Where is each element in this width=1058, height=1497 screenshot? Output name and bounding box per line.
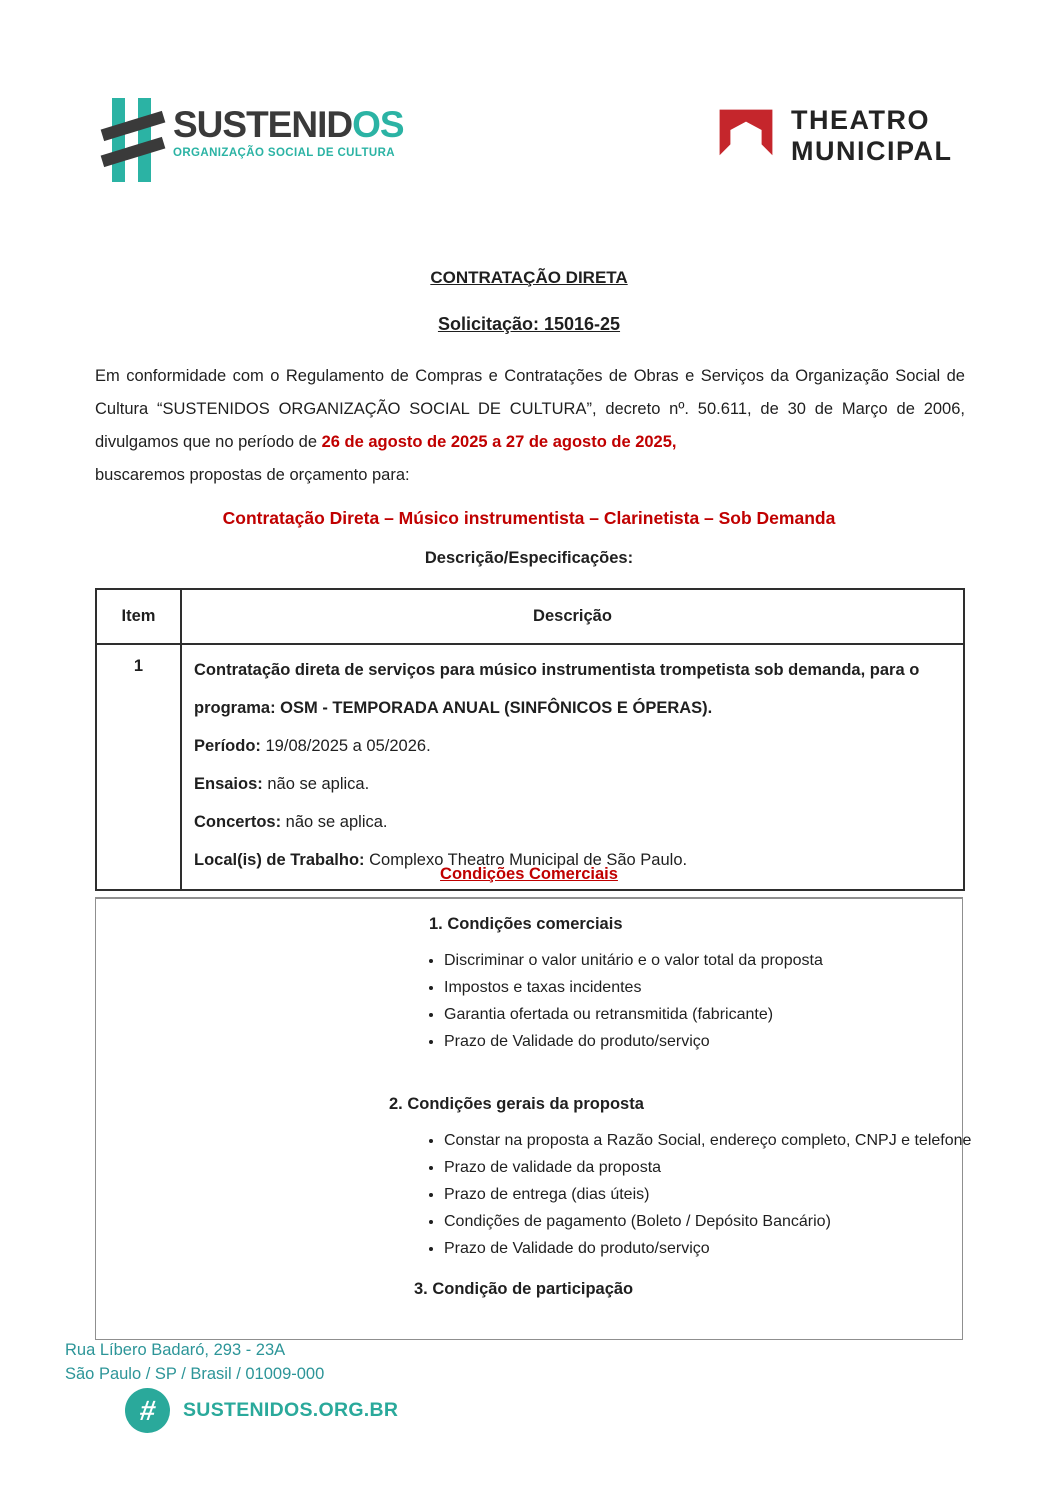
list-item: • Condições de pagamento (Boleto / Depósito Bancário) xyxy=(444,1208,984,1235)
list-item: • Prazo de Validade do produto/serviço xyxy=(444,1028,984,1055)
theatro-wordmark: THEATRO MUNICIPAL xyxy=(791,104,953,166)
intro-date-range: 26 de agosto de 2025 a 27 de agosto de 2025, xyxy=(321,433,677,451)
conditions-section2-title: 2. Condições gerais da proposta xyxy=(389,1095,644,1113)
conditions-heading: Condições Comerciais xyxy=(440,865,618,883)
col-header-item: Item xyxy=(96,589,181,644)
doc-title: CONTRATAÇÃO DIRETA xyxy=(430,268,628,287)
footer-website: SUSTENIDOS.ORG.BR xyxy=(183,1399,399,1421)
subject-heading: Contratação Direta – Músico instrumentista – Clarinetista – Sob Demanda xyxy=(222,508,836,528)
sustenidos-logo xyxy=(105,98,404,182)
conditions-box xyxy=(95,897,972,1340)
footer-address xyxy=(65,1338,324,1386)
sustenidos-subtitle: ORGANIZAÇÃO SOCIAL DE CULTURA xyxy=(173,147,396,159)
list-item: • Prazo de validade da proposta xyxy=(444,1154,984,1181)
conditions-section2-list xyxy=(416,1127,984,1262)
list-item: • Discriminar o valor unitário e o valor total da proposta xyxy=(444,947,984,974)
intro-text: Em conformidade com o Regulamento de Compras e Contratações de Obras e Serviços da Organização Social de Cultura “SUSTENIDOS ORGANIZAÇÃO SOCIAL DE CULTURA”, decreto nº. 50.611, de 30 de Março de 2006, divulgamos que no período de xyxy=(95,367,965,451)
col-header-description: Descrição xyxy=(181,589,964,644)
item-field-periodo: Período: 19/08/2025 a 05/2026. xyxy=(194,737,431,755)
sustenidos-hash-icon xyxy=(105,98,163,182)
doc-request-number: Solicitação: 15016-25 xyxy=(437,314,621,334)
item-field-concertos: Concertos: não se aplica. xyxy=(194,813,388,831)
item-field-local: Local(is) de Trabalho: Complexo Theatro Municipal de São Paulo. xyxy=(194,851,688,869)
item-description-main: Contratação direta de serviços para músico instrumentista trompetista sob demanda, para o programa: OSM - TEMPORADA ANUAL (SINFÔNICOS E ÓPERAS). xyxy=(194,661,920,717)
footer-address-line1: Rua Líbero Badaró, 293 - 23A xyxy=(65,1341,286,1359)
table-header-row xyxy=(96,589,964,644)
footer-logo xyxy=(125,1388,398,1433)
conditions-section3-title: 3. Condição de participação xyxy=(414,1280,634,1298)
list-item: • Garantia ofertada ou retransmitida (fabricante) xyxy=(444,1001,984,1028)
footer-address-line2: São Paulo / SP / Brasil / 01009-000 xyxy=(65,1365,325,1383)
list-item: • Prazo de Validade do produto/serviço xyxy=(444,1235,984,1262)
list-item: • Prazo de entrega (dias úteis) xyxy=(444,1181,984,1208)
items-table xyxy=(95,588,965,891)
item-description xyxy=(181,644,964,890)
sustenidos-wordmark: SUSTENIDOS xyxy=(173,104,404,145)
conditions-section1-list xyxy=(416,947,984,1055)
conditions-section1-title: 1. Condições comerciais xyxy=(429,915,623,933)
theatro-municipal-logo xyxy=(716,104,953,168)
item-number: 1 xyxy=(96,644,181,890)
spec-heading: Descrição/Especificações: xyxy=(424,549,634,567)
sustenidos-hash-badge-icon: # xyxy=(125,1388,170,1433)
list-item: • Constar na proposta a Razão Social, endereço completo, CNPJ e telefone xyxy=(444,1127,984,1154)
list-item: • Impostos e taxas incidentes xyxy=(444,974,984,1001)
table-row xyxy=(96,644,964,890)
item-field-ensaios: Ensaios: não se aplica. xyxy=(194,775,370,793)
intro-text-2: buscaremos propostas de orçamento para: xyxy=(95,466,410,484)
theatro-arch-icon xyxy=(716,104,776,168)
intro-paragraph xyxy=(95,360,965,492)
